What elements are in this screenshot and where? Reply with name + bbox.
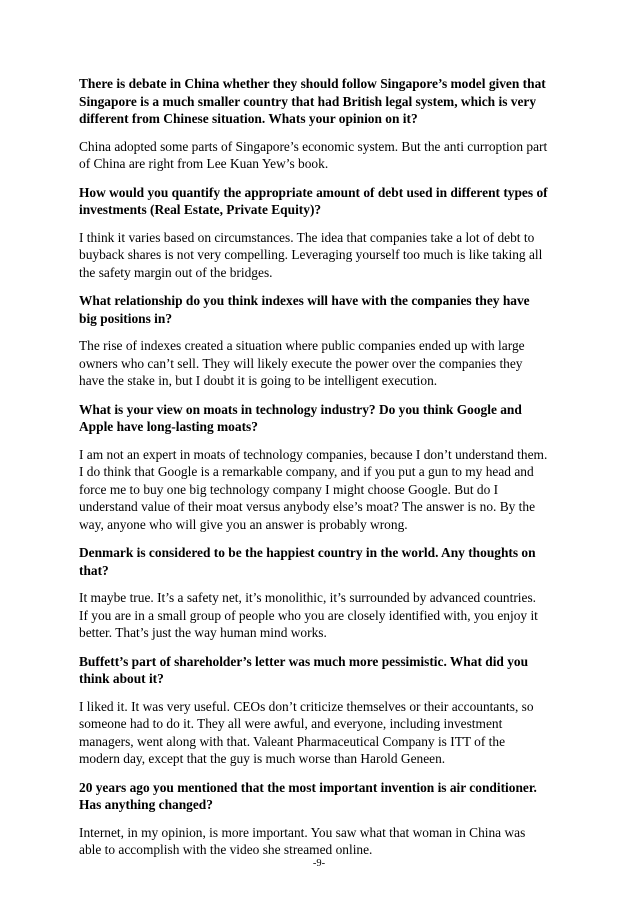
question-4: What is your view on moats in technology industry? Do you think Google and Apple have long-lasting moats? <box>79 401 522 434</box>
question-7: 20 years ago you mentioned that the most important invention is air conditioner. Has anything changed? <box>79 779 537 812</box>
answer-5: It maybe true. It’s a safety net, it’s monolithic, it’s surrounded by advanced countries. If you are in a small group of people who you are closely identified with, you enjoy it better. That’s just the way human mind works. <box>79 590 538 640</box>
question-1: There is debate in China whether they should follow Singapore’s model given that Singapore is a much smaller country that had British legal system, which is very different from Chinese situation. Whats your opinion on it? <box>79 76 546 126</box>
answer-7: Internet, in my opinion, is more important. You saw what that woman in China was able to accomplish with the video she streamed online. <box>79 824 526 857</box>
question-3: What relationship do you think indexes will have with the companies they have big positions in? <box>79 293 530 326</box>
answer-2: I think it varies based on circumstances. The idea that companies take a lot of debt to buyback shares is not very compelling. Leveraging yourself too much is like taking all the safety margin out of the bridges. <box>79 229 543 280</box>
question-5: Denmark is considered to be the happiest country in the world. Any thoughts on that? <box>79 545 536 578</box>
qa-block-1 <box>79 75 548 173</box>
question-2: How would you quantify the appropriate amount of debt used in different types of investments (Real Estate, Private Equity)? <box>79 184 548 217</box>
answer-4: I am not an expert in moats of technology companies, because I don’t understand them. I do think that Google is a remarkable company, and if you put a gun to my head and force me to buy one big technology company I might choose Google. But do I understand value of their moat versus anybody else’s moat? The answer is no. By the way, anyone who will give you an answer is probably wrong. <box>79 446 548 532</box>
qa-block-2 <box>79 184 548 282</box>
qa-block-4 <box>79 401 548 534</box>
qa-block-5 <box>79 544 548 642</box>
answer-6: I liked it. It was very useful. CEOs don’t criticize themselves or their accountants, so someone had to do it. They all were awful, and everyone, including investment managers, went along with that. Valeant Pharmaceutical Company is ITT of the modern day, except that the guy is much worse than Harold Geneen. <box>79 698 534 766</box>
page-number: -9- <box>312 858 326 869</box>
qa-block-7 <box>79 779 548 859</box>
qa-block-6 <box>79 653 548 768</box>
qa-block-3 <box>79 292 548 390</box>
question-6: Buffett’s part of shareholder’s letter was much more pessimistic. What did you think about it? <box>79 653 529 686</box>
answer-3: The rise of indexes created a situation where public companies ended up with large owners who can’t sell. They will likely execute the power over the companies they have the stake in, but I doubt it is going to be intelligent execution. <box>79 338 525 388</box>
answer-1: China adopted some parts of Singapore’s economic system. But the anti curroption part of China are right from Lee Kuan Yew’s book. <box>79 138 548 171</box>
